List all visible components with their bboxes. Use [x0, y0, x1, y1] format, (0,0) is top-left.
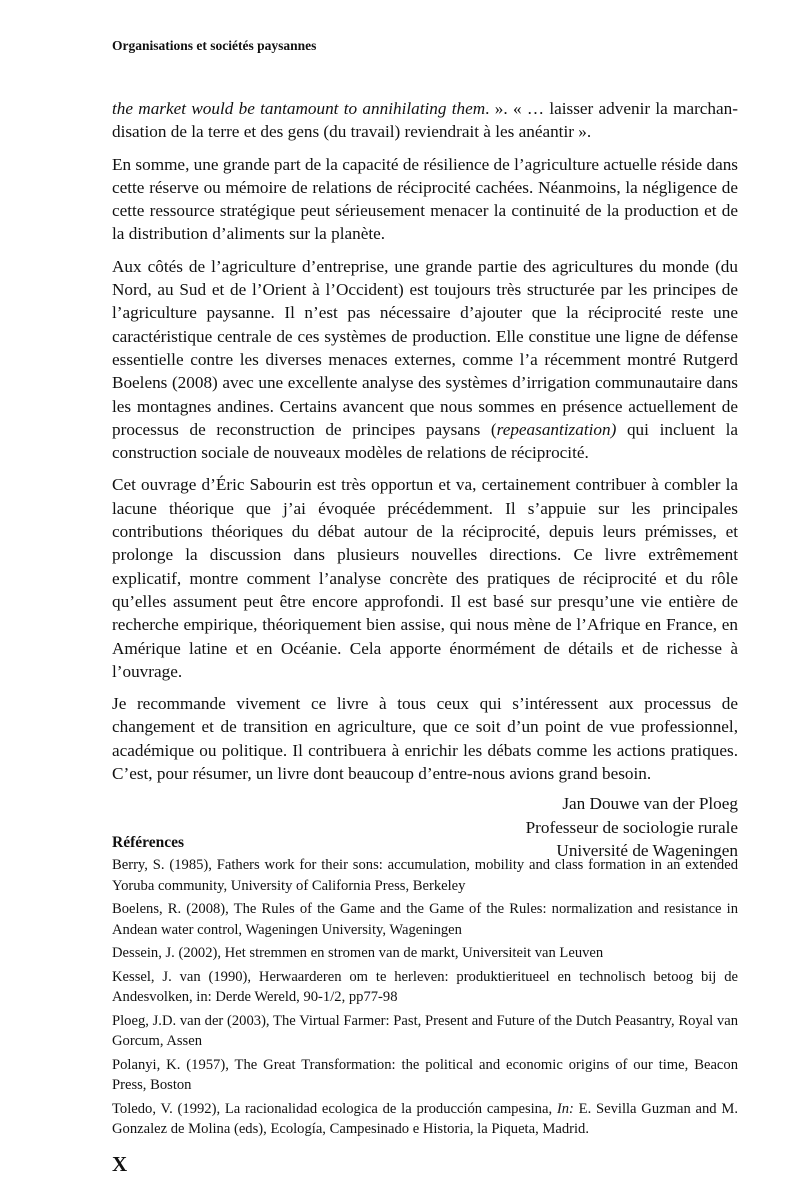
- paragraph-text: qui incluent la construction sociale de nouveaux modèles de relations de réciprocité.: [112, 419, 738, 463]
- signature-name: Jan Douwe van der Ploeg: [562, 794, 738, 814]
- signature-title: Professeur de sociologie rurale: [525, 817, 738, 837]
- italic-term: repeasantization): [496, 419, 617, 439]
- italic-in: In:: [556, 1100, 574, 1117]
- paragraph: En somme, une grande part de la capacité de résilience de l’agriculture actuelle réside dans cette réserve ou mémoire de relations de réciprocité cachées. Néanmoins, la négligence de cette ressource stratégique peut sérieusement menacer la continuité de la production et de la distribution d’aliments sur la planète.: [112, 154, 738, 244]
- references-heading: Références: [112, 834, 185, 851]
- paragraph-text: . ». « … laisser advenir la marchandisation de la terre et des gens (du travail) reviendrait à les anéantir ».: [112, 99, 738, 142]
- references-section: [112, 834, 738, 1143]
- paragraph: [112, 97, 738, 144]
- paragraph: Je recommande vivement ce livre à tous ceux qui s’intéressent aux processus de changement et de transition en agriculture, que ce soit d’un point de vue professionnel, académique ou politique. Il contribuera à enrichir les débats comme les actions pratiques. C’est, pour résumer, un livre dont beaucoup d’entre-nous avions grand besoin.: [112, 694, 738, 784]
- reference-text: E. Sevilla Guzman and M. Gonzalez de Molina (eds), Ecología, Campesinado e Historia, la Piqueta, Madrid.: [112, 1100, 738, 1137]
- italic-quote: the market would be tantamount to annihilating them: [112, 99, 486, 118]
- paragraph-text: Aux côtés de l’agriculture d’entreprise, une grande partie des agricultures du monde (du Nord, au Sud et de l’Orient à l’Occident) est toujours très structurée par les principes de l’agriculture paysanne. Il n’est pas nécessaire d’ajouter que la réciprocité reste une caractéristique centrale de ces systèmes de production. Elle constitue une ligne de défense essentielle contre les diverses menaces externes, comme l’a récemment montré Rutgerd Boelens (2008) avec une excellente analyse des systèmes d’irrigation communautaire dans les montagnes andines. Certains avancent que nous sommes en présence actuellement de processus de reconstruction de principes paysans (: [112, 256, 738, 439]
- reference-item: Berry, S. (1985), Fathers work for their sons: accumulation, mobility and class formation in an extended Yoruba community, University of California Press, Berkeley: [112, 857, 738, 894]
- reference-item: Kessel, J. van (1990), Herwaarderen om te herleven: produktieritueel en technolisch betoog bij de Andesvolken, in: Derde Wereld, 90-1/2, pp77-98: [112, 968, 738, 1005]
- paragraph: Cet ouvrage d’Éric Sabourin est très opportun et va, certainement contribuer à combler la lacune théorique que j’ai évoquée précédemment. Il s’appuie sur les principales contributions théoriques du débat autour de la réciprocité, depuis leurs prémisses, et prolonge la discussion dans plusieurs nouvelles directions. Ce livre extrêmement explicatif, montre comment l’analyse concrète des pratiques de réciprocité et du rôle qu’elles assument peut être encore approfondi. Il est basé sur presqu’une vie entière de recherche empirique, théoriquement bien assise, qui nous mène de l’Afrique en France, en Amérique latine et en Océanie. Cela apporte énormément de détails et de richesse à l’ouvrage.: [112, 475, 738, 681]
- reference-item: Polanyi, K. (1957), The Great Transformation: the political and economic origins of our time, Beacon Press, Boston: [112, 1056, 738, 1093]
- running-header: Organisations et sociétés paysannes: [112, 38, 317, 53]
- body-text: [112, 97, 738, 862]
- signature-institution: Université de Wageningen: [556, 840, 738, 860]
- page-number: X: [112, 1152, 128, 1176]
- paragraph: [112, 255, 738, 465]
- reference-text: Toledo, V. (1992), La racionalidad ecologica de la producción campesina,: [112, 1100, 557, 1117]
- reference-item: Ploeg, J.D. van der (2003), The Virtual Farmer: Past, Present and Future of the Dutch Peasantry, Royal van Gorcum, Assen: [112, 1012, 738, 1049]
- reference-item: Dessein, J. (2002), Het stremmen en stromen van de markt, Universiteit van Leuven: [112, 945, 604, 961]
- reference-item: Boelens, R. (2008), The Rules of the Game and the Game of the Rules: normalization and resistance in Andean water control, Wageningen University, Wageningen: [112, 901, 738, 938]
- reference-item: [112, 1099, 738, 1140]
